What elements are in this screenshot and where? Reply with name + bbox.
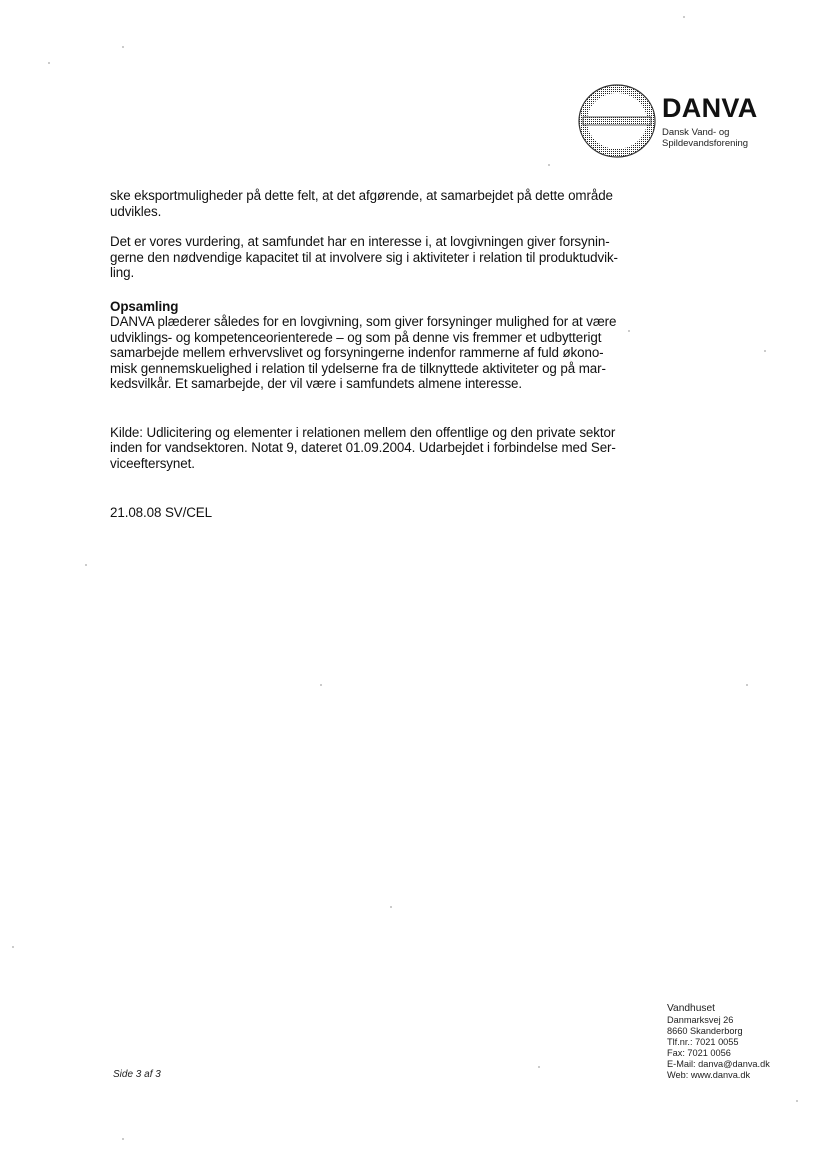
text-line: samarbejde mellem erhvervslivet og forsyningerne indenfor rammerne af fuld økono- <box>110 345 604 360</box>
scan-speck <box>683 16 685 18</box>
address-line: E-Mail: danva@danva.dk <box>667 1059 770 1069</box>
source-reference <box>110 425 630 472</box>
scan-speck <box>628 330 630 332</box>
text-line: udviklings- og kompetenceorienterede – og som på denne vis fremmer et udbytterigt <box>110 329 602 345</box>
scan-speck <box>320 684 322 686</box>
logo-subtitle-line: Spildevandsforening <box>662 138 749 149</box>
address-line: Web: www.danva.dk <box>667 1070 751 1080</box>
scan-speck <box>538 1066 540 1068</box>
text-line: misk gennemskuelighed i relation til ydelserne fra de tilknyttede aktiviteter og på mar- <box>110 360 606 376</box>
danva-logo <box>575 81 775 161</box>
scan-speck <box>390 906 392 908</box>
paragraph-assessment <box>110 234 630 281</box>
logo-name: DANVA <box>662 93 758 123</box>
address-line: Fax: 7021 0056 <box>667 1048 731 1058</box>
text-line: viceeftersynet. <box>110 455 195 471</box>
logo-subtitle <box>662 127 748 149</box>
scan-speck <box>746 684 748 686</box>
scan-speck <box>12 946 14 948</box>
address-block <box>667 1003 770 1081</box>
logo-subtitle-line: Dansk Vand- og <box>662 127 730 138</box>
section-heading: Opsamling <box>110 298 179 314</box>
address-line: Tlf.nr.: 7021 0055 <box>667 1037 739 1047</box>
text-line: ling. <box>110 265 135 280</box>
text-line: Kilde: Udlicitering og elementer i relationen mellem den offentlige og den private sektor <box>110 424 616 440</box>
text-line: udvikles. <box>110 203 162 219</box>
address-line: Danmarksvej 26 <box>667 1015 734 1025</box>
address-line: 8660 Skanderborg <box>667 1026 743 1036</box>
page-number: Side 3 af 3 <box>113 1069 161 1080</box>
scan-speck <box>122 46 124 48</box>
scan-speck <box>48 62 50 64</box>
scan-speck <box>548 164 550 166</box>
address-title: Vandhuset <box>667 1003 715 1014</box>
scan-speck <box>796 1100 798 1102</box>
text-line: kedsvilkår. Et samarbejde, der vil være i samfundets almene interesse. <box>110 376 523 391</box>
text-line: ske eksportmuligheder på dette felt, at det afgørende, at samarbejdet på dette område <box>110 188 613 203</box>
scan-speck <box>764 350 766 352</box>
text-line: DANVA plæderer således for en lovgivning, som giver forsyninger mulighed for at være <box>110 314 617 329</box>
danva-logo-emblem-icon <box>575 81 659 161</box>
scan-speck <box>122 1138 124 1140</box>
scan-speck <box>85 564 87 566</box>
document-body <box>110 188 630 521</box>
paragraph-export <box>110 188 630 219</box>
date-signature: 21.08.08 SV/CEL <box>110 505 212 520</box>
text-line: gerne den nødvendige kapacitet til at involvere sig i aktiviteter i relation til produktudvik- <box>110 249 618 265</box>
text-line: Det er vores vurdering, at samfundet har en interesse i, at lovgivningen giver forsynin- <box>110 234 610 249</box>
summary-section <box>110 299 630 392</box>
text-line: inden for vandsektoren. Notat 9, dateret 01.09.2004. Udarbejdet i forbindelse med Ser- <box>110 440 616 455</box>
